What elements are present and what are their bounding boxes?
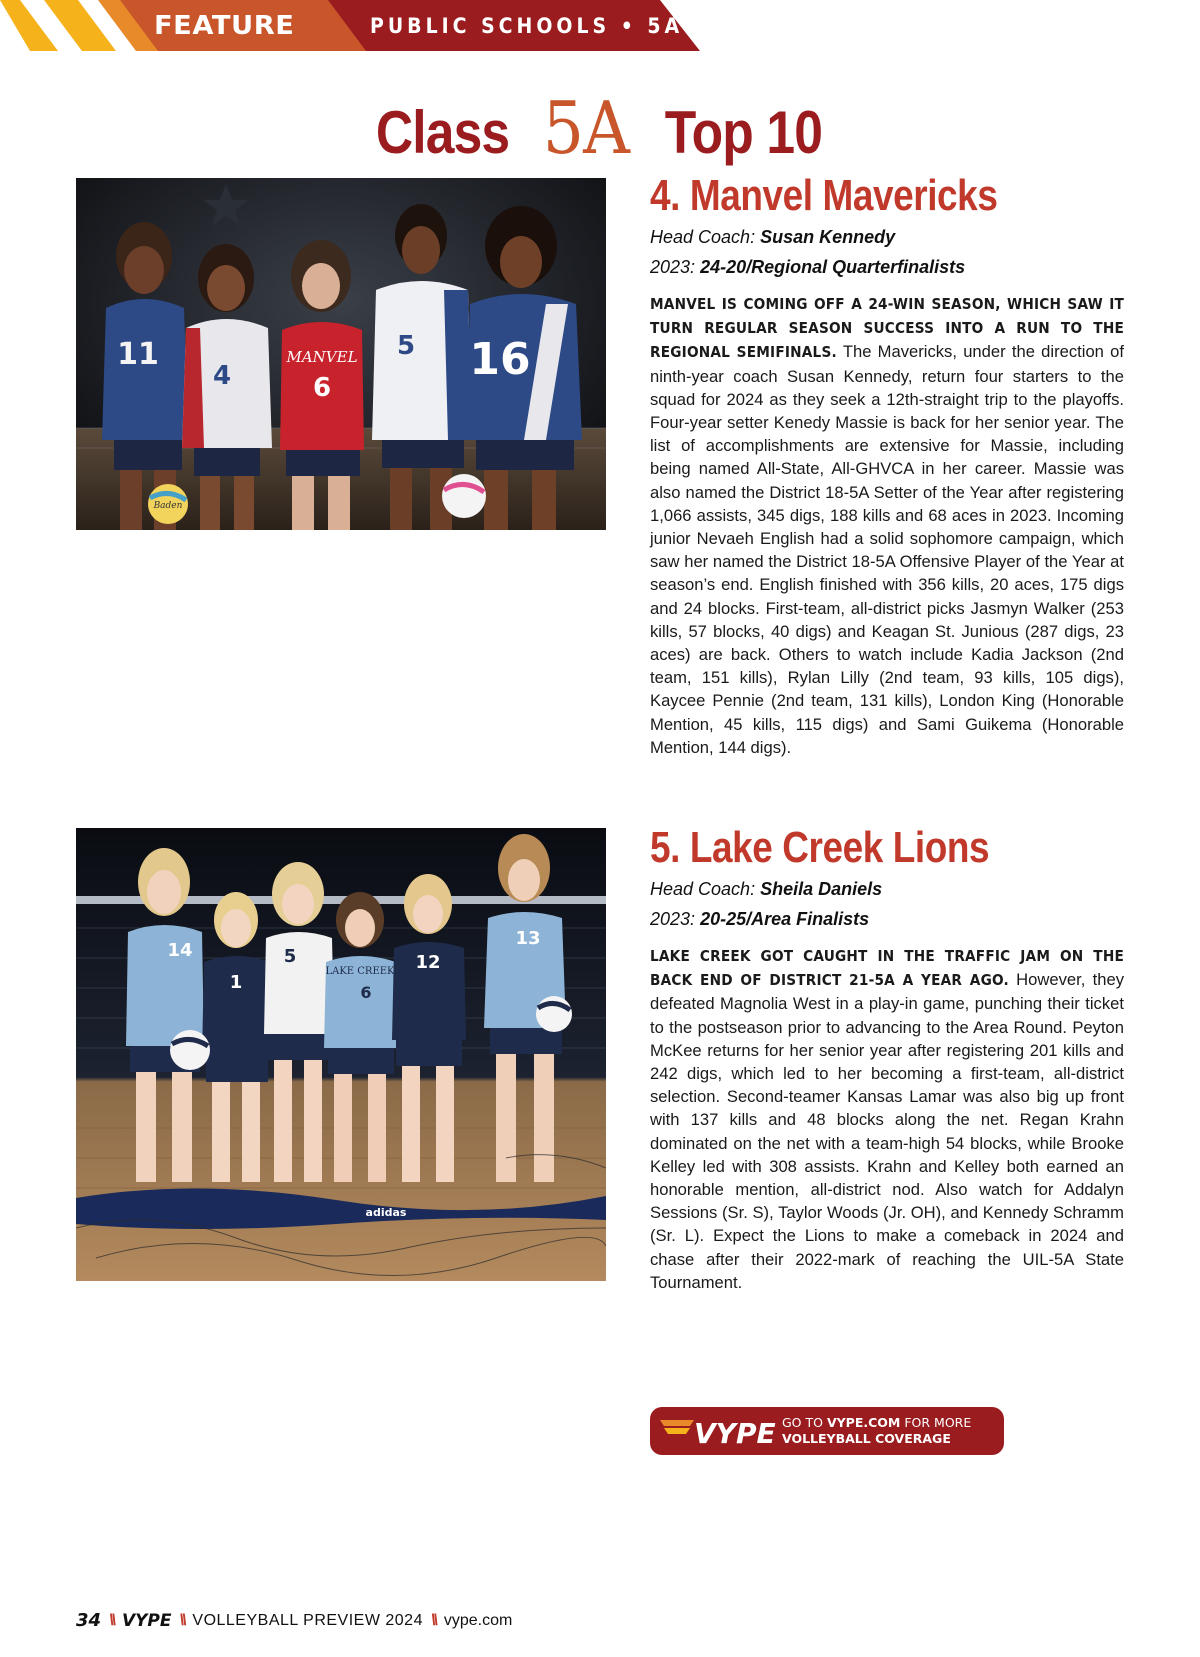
footer-brand: VYPE [121, 1611, 172, 1631]
lake-creek-jersey-number-4: 6 [360, 983, 372, 1002]
lake-creek-banner-text: adidas [365, 1206, 407, 1219]
vype-promo-badge[interactable] [650, 1407, 1004, 1455]
manvel-jersey-number-2: 4 [212, 361, 232, 391]
record-label: 2023: [650, 909, 696, 929]
category-label: PUBLIC SCHOOLS • 5A [370, 14, 684, 38]
coach-label: Head Coach: [650, 879, 756, 899]
article-body: The Mavericks, under the direction of ninth-year coach Susan Kennedy, return four starters to the squad for 2024 as they seek a 12th-straight trip to the playoffs. Four-year setter Kenedy Massie is back for her senior year. The list of accomplishments are extensive for Massie, including being named All-State, All-GHVCA in her career. Massie was also named the District 18-5A Setter of the Year after registering 1,066 assists, 345 digs, 188 kills and 68 aces in 2023. Incoming junior Nevaeh English had a solid sophomore campaign, which saw her named the District 18-5A Offensive Player of the Year at season’s end. English finished with 356 kills, 20 aces, 175 digs and 24 blocks. First-team, all-district picks Jasmyn Walker (253 kills, 57 blocks, 40 digs) and Keagan St. Junious (287 digs, 23 aces) are back. Others to watch include Kadia Jackson (2nd team, 151 kills), Rylan Lilly (2nd team, 93 kills, 105 digs), Kaycee Pennie (2nd team, 131 kills), London King (Honorable Mention, 45 kills, 115 digs) and Sami Guikema (Honorable Mention, 144 digs). [650, 342, 1124, 757]
manvel-team-photo [76, 178, 606, 530]
lake-creek-jersey-number-3: 5 [283, 946, 297, 967]
section-label: FEATURE [154, 11, 295, 41]
promo-line-2: VOLLEYBALL COVERAGE [782, 1431, 951, 1446]
head-coach-line [650, 222, 1124, 252]
coach-label: Head Coach: [650, 227, 756, 247]
article-body: However, they defeated Magnolia West in a play-in game, punching their ticket to the postseason prior to advancing to the Area Round. Peyton McKee returns for her senior year after registering 201 kills and 242 digs, which led to her becoming a first-team, all-district selection. Second-teamer Kansas Lamar was also big up front with 137 kills and 48 blocks along the net. Regan Krahn dominated on the net with a team-high 54 blocks, while Brooke Kelley led with 308 assists. Krahn and Kelley both earned an honorable mention, all-district nod. Also watch for Addalyn Sessions (Sr. S), Taylor Woods (Jr. OH), and Kennedy Schramm (Sr. L). Expect the Lions to make a comeback in 2024 and chase after their 2022-mark of reaching the UIL-5A State Tournament. [650, 970, 1124, 1292]
promo-link: VYPE.COM [826, 1415, 901, 1430]
lake-creek-jersey-number-2: 1 [229, 972, 243, 993]
head-coach-line [650, 874, 1124, 904]
header-banner [0, 0, 700, 51]
manvel-jersey-number-5: 16 [469, 334, 531, 385]
coach-name: Susan Kennedy [760, 227, 896, 247]
record-label: 2023: [650, 257, 696, 277]
manvel-ball-text: Baden [153, 501, 183, 511]
article-lead: LAKE CREEK GOT CAUGHT IN THE TRAFFIC JAM ON THE BACK END OF DISTRICT 21-5A A YEAR AGO. [650, 947, 1124, 990]
record-line [650, 252, 1124, 282]
team-name: 4. Manvel Mavericks [650, 171, 998, 220]
team-profile-lake-creek [650, 822, 1124, 1294]
page-footer [76, 1607, 512, 1635]
lake-creek-team-photo [76, 828, 606, 1281]
promo-text [782, 1415, 971, 1447]
page-title [0, 86, 1200, 170]
manvel-jersey-number-1: 11 [117, 337, 159, 372]
lake-creek-jersey-number-1: 14 [167, 940, 193, 961]
record-value: 20-25/Area Finalists [700, 909, 870, 929]
footer-issue: VOLLEYBALL PREVIEW 2024 [192, 1612, 423, 1629]
record-value: 24-20/Regional Quarterfinalists [700, 257, 966, 277]
footer-separator: \\ [109, 1612, 114, 1629]
vype-logo-icon [660, 1416, 776, 1446]
article-lead: MANVEL IS COMING OFF A 24-WIN SEASON, WHICH SAW IT TURN REGULAR SEASON SUCCESS INTO A RUN TO THE REGIONAL SEMIFINALS. [650, 295, 1124, 362]
record-line [650, 904, 1124, 934]
manvel-jersey-number-4: 5 [396, 331, 416, 361]
title-accent: 5A [542, 86, 630, 170]
page-number: 34 [76, 1610, 102, 1631]
manvel-jersey-number-3: 6 [312, 373, 332, 403]
team-article [650, 944, 1124, 1294]
manvel-jersey-text: MANVEL [286, 348, 358, 366]
team-name: 5. Lake Creek Lions [650, 823, 990, 872]
footer-separator: \\ [179, 1612, 185, 1629]
title-suffix: Top 10 [664, 99, 822, 166]
footer-separator: \\ [430, 1612, 436, 1629]
lake-creek-jersey-number-6: 13 [515, 928, 541, 949]
title-prefix: Class [376, 99, 510, 166]
team-article [650, 292, 1124, 759]
footer-site-link[interactable]: vype.com [443, 1612, 513, 1629]
lake-creek-jersey-number-5: 12 [415, 952, 441, 973]
team-profile-manvel [650, 170, 1124, 759]
promo-logo-text: VYPE [694, 1417, 776, 1446]
lake-creek-jersey-text: LAKE CREEK [325, 966, 395, 977]
promo-line-1: GO TO VYPE.COM FOR MORE [782, 1415, 972, 1430]
coach-name: Sheila Daniels [760, 879, 883, 899]
